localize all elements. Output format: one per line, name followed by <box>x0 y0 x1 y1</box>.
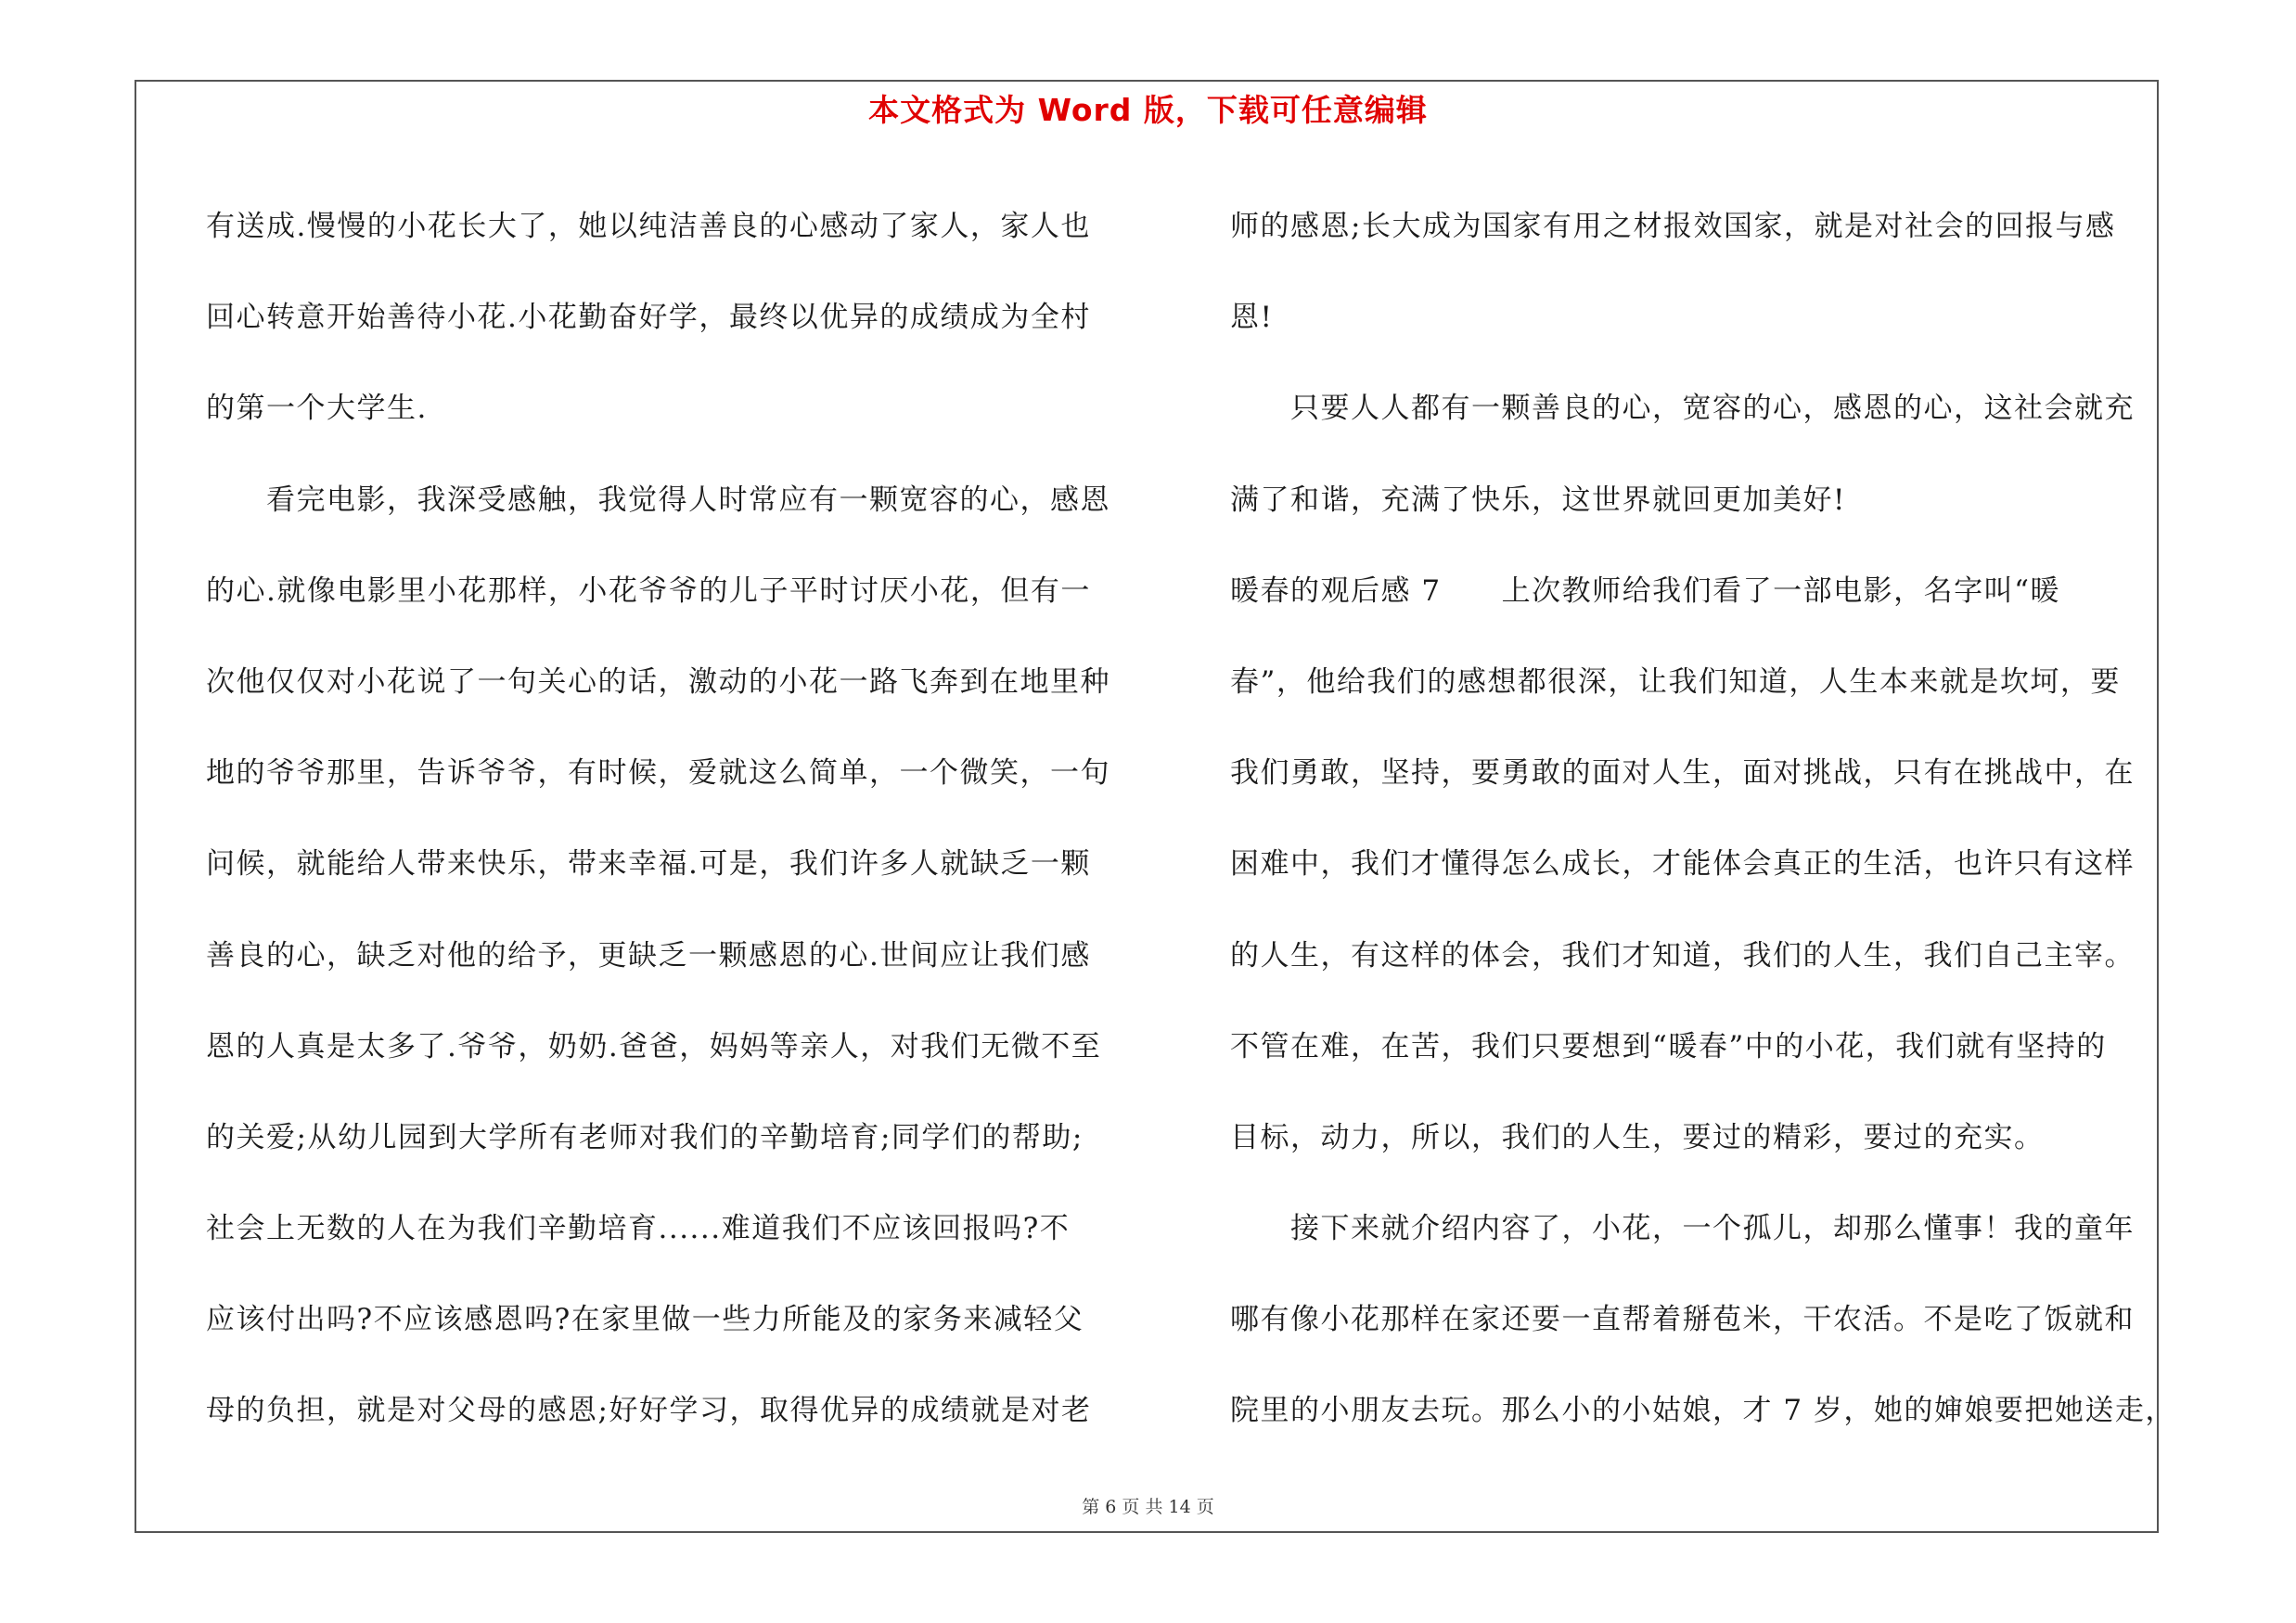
text-line: 哪有像小花那样在家还要一直帮着掰苞米，干农活。不是吃了饭就和 <box>1230 1303 2135 1337</box>
text-line: 次他仅仅对小花说了一句关心的话，激动的小花一路飞奔到在地里种 <box>206 664 1110 699</box>
text-line: 困难中，我们才懂得怎么成长，才能体会真正的生活，也许只有这样 <box>1230 847 2135 882</box>
left-text-column <box>206 181 1124 1457</box>
text-line: 恩! <box>1230 301 1274 335</box>
text-line: 我们勇敢，坚持，要勇敢的面对人生，面对挑战，只有在挑战中，在 <box>1230 756 2135 791</box>
text-line: 接下来就介绍内容了，小花，一个孤儿，却那么懂事！我的童年 <box>1230 1212 2135 1246</box>
text-line: 的第一个大学生. <box>206 392 428 426</box>
text-line: 有送成.慢慢的小花长大了，她以纯洁善良的心感动了家人，家人也 <box>206 210 1091 243</box>
text-line: 回心转意开始善待小花.小花勤奋好学，最终以优异的成绩成为全村 <box>206 301 1091 335</box>
section-heading-line: 暖春的观后感 7 上次教师给我们看了一部电影，名字叫“暖 <box>1230 573 2060 608</box>
text-line: 院里的小朋友去玩。那么小的小姑娘，才 7 岁，她的婶娘要把她送走， <box>1230 1394 2175 1428</box>
text-line: 的人生，有这样的体会，我们才知道，我们的人生，我们自己主宰。 <box>1230 938 2135 973</box>
text-line: 只要人人都有一颗善良的心，宽容的心，感恩的心，这社会就充 <box>1230 392 2135 426</box>
text-line: 应该付出吗?不应该感恩吗?在家里做一些力所能及的家务来减轻父 <box>206 1303 1084 1337</box>
text-line: 不管在难，在苦，我们只要想到“暖春”中的小花，我们就有坚持的 <box>1230 1029 2107 1063</box>
format-notice-banner: 本文格式为 Word 版，下载可任意编辑 <box>868 92 1428 128</box>
text-line: 恩的人真是太多了.爷爷，奶奶.爸爸，妈妈等亲人，对我们无微不至 <box>206 1029 1102 1063</box>
text-line: 母的负担，就是对父母的感恩;好好学习，取得优异的成绩就是对老 <box>206 1394 1092 1428</box>
text-line: 目标，动力，所以，我们的人生，要过的精彩，要过的充实。 <box>1230 1120 2045 1154</box>
text-line: 的心.就像电影里小花那样，小花爷爷的儿子平时讨厌小花，但有一 <box>206 573 1091 608</box>
text-line: 问候，就能给人带来快乐，带来幸福.可是，我们许多人就缺乏一颗 <box>206 847 1091 882</box>
text-line: 春”，他给我们的感想都很深，让我们知道，人生本来就是坎坷，要 <box>1230 664 2121 699</box>
text-line: 的关爱;从幼儿园到大学所有老师对我们的辛勤培育;同学们的帮助; <box>206 1120 1084 1154</box>
text-line: 地的爷爷那里，告诉爷爷，有时候，爱就这么简单，一个微笑，一句 <box>206 756 1110 791</box>
text-line: 师的感恩;长大成为国家有用之材报效国家，就是对社会的回报与感 <box>1230 210 2116 243</box>
text-line: 满了和谐，充满了快乐，这世界就回更加美好! <box>1230 483 1846 517</box>
page-number-footer: 第 6 页 共 14 页 <box>1082 1497 1214 1517</box>
text-line: 社会上无数的人在为我们辛勤培育......难道我们不应该回报吗?不 <box>206 1212 1071 1246</box>
text-line: 看完电影，我深受感触，我觉得人时常应有一颗宽容的心，感恩 <box>206 483 1110 517</box>
right-text-column <box>1230 181 2176 1457</box>
text-line: 善良的心，缺乏对他的给予，更缺乏一颗感恩的心.世间应让我们感 <box>206 938 1091 973</box>
